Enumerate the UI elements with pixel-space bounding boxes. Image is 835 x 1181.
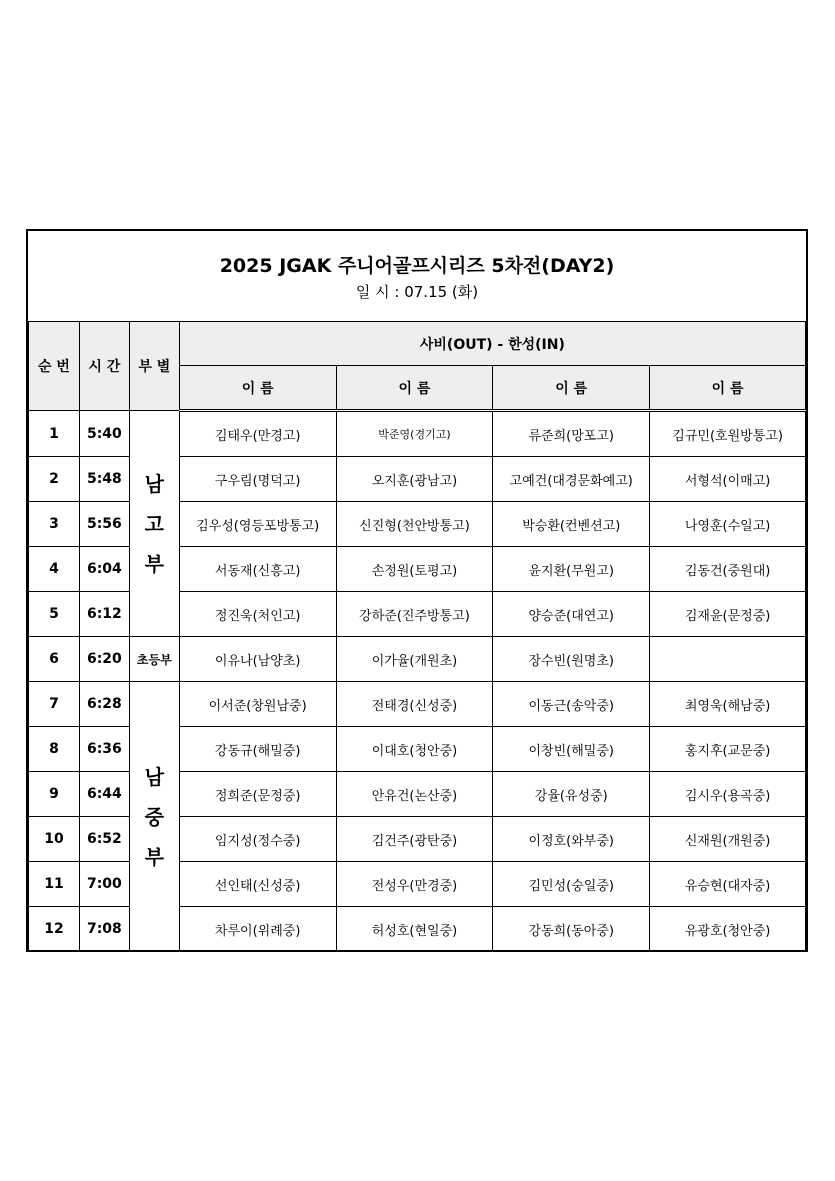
division-high-school-boys xyxy=(129,411,179,637)
row-number: 10 xyxy=(29,817,80,862)
name-header: 이 름 xyxy=(179,366,336,411)
player-name: 손정원(토평고) xyxy=(336,547,493,592)
player-name: 신진형(천안방통고) xyxy=(336,502,493,547)
division-middle-school-boys xyxy=(129,682,179,952)
row-number: 7 xyxy=(29,682,80,727)
player-name: 정진욱(처인고) xyxy=(179,592,336,637)
player-name: 차루이(위례중) xyxy=(179,907,336,952)
player-name: 서형석(이매고) xyxy=(650,457,806,502)
tee-time: 6:52 xyxy=(79,817,129,862)
player-name: 박승환(컨벤션고) xyxy=(493,502,650,547)
player-name: 이유나(남양초) xyxy=(179,637,336,682)
table-row xyxy=(29,682,806,727)
tee-time: 6:28 xyxy=(79,682,129,727)
player-name: 양승준(대연고) xyxy=(493,592,650,637)
player-name: 류준희(망포고) xyxy=(493,411,650,457)
player-name: 김재윤(문정중) xyxy=(650,592,806,637)
player-name: 김동건(중원대) xyxy=(650,547,806,592)
division-char: 부 xyxy=(144,844,164,869)
player-name: 김시우(용곡중) xyxy=(650,772,806,817)
player-name: 이대호(청안중) xyxy=(336,727,493,772)
player-name: 오지훈(광남고) xyxy=(336,457,493,502)
player-name: 강동희(동아중) xyxy=(493,907,650,952)
row-number: 2 xyxy=(29,457,80,502)
row-number: 3 xyxy=(29,502,80,547)
division-char: 부 xyxy=(144,551,164,576)
course-header: 사비(OUT) - 한성(IN) xyxy=(179,322,805,366)
player-name: 이동근(송악중) xyxy=(493,682,650,727)
player-name: 신재원(개원중) xyxy=(650,817,806,862)
name-header: 이 름 xyxy=(336,366,493,411)
player-name: 임지성(정수중) xyxy=(179,817,336,862)
order-header: 순 번 xyxy=(29,322,80,411)
tee-time: 5:56 xyxy=(79,502,129,547)
player-name: 최영욱(해남중) xyxy=(650,682,806,727)
player-name: 강하준(진주방통고) xyxy=(336,592,493,637)
player-name: 유승현(대자중) xyxy=(650,862,806,907)
player-name: 전성우(만경중) xyxy=(336,862,493,907)
player-name: 김건주(광탄중) xyxy=(336,817,493,862)
player-name: 홍지후(교문중) xyxy=(650,727,806,772)
tee-time-sheet xyxy=(26,229,808,952)
event-date: 일 시 : 07.15 (화) xyxy=(355,283,479,301)
title-block xyxy=(28,231,806,322)
player-name: 전태경(신성중) xyxy=(336,682,493,727)
row-number: 9 xyxy=(29,772,80,817)
player-name: 서동재(신흥고) xyxy=(179,547,336,592)
row-number: 12 xyxy=(29,907,80,952)
division-char: 남 xyxy=(144,471,164,496)
tee-time: 7:00 xyxy=(79,862,129,907)
name-header: 이 름 xyxy=(493,366,650,411)
player-name: 장수빈(원명초) xyxy=(493,637,650,682)
player-name: 이가율(개원초) xyxy=(336,637,493,682)
player-name: 안유건(논산중) xyxy=(336,772,493,817)
division-char: 고 xyxy=(144,511,164,536)
division-char: 남 xyxy=(144,764,164,789)
row-number: 1 xyxy=(29,411,80,457)
player-name: 이정호(와부중) xyxy=(493,817,650,862)
player-name: 이창빈(해밀중) xyxy=(493,727,650,772)
time-header: 시 간 xyxy=(79,322,129,411)
tee-time: 6:04 xyxy=(79,547,129,592)
player-name: 허성호(현일중) xyxy=(336,907,493,952)
division-elementary: 초등부 xyxy=(129,637,179,682)
row-number: 8 xyxy=(29,727,80,772)
name-header: 이 름 xyxy=(650,366,806,411)
player-name: 박준영(경기고) xyxy=(336,411,493,457)
player-name: 김민성(숭일중) xyxy=(493,862,650,907)
player-name: 이서준(창원남중) xyxy=(179,682,336,727)
player-name: 고예건(대경문화예고) xyxy=(493,457,650,502)
player-name: 선인태(신성중) xyxy=(179,862,336,907)
player-name: 나영훈(수일고) xyxy=(650,502,806,547)
division-header: 부 별 xyxy=(129,322,179,411)
division-char: 중 xyxy=(144,804,164,829)
tee-time: 5:48 xyxy=(79,457,129,502)
table-row xyxy=(29,637,806,682)
row-number: 6 xyxy=(29,637,80,682)
tee-time: 6:20 xyxy=(79,637,129,682)
page-title: 2025 JGAK 주니어골프시리즈 5차전(DAY2) xyxy=(219,255,615,277)
player-name: 유광호(청안중) xyxy=(650,907,806,952)
tee-time: 6:44 xyxy=(79,772,129,817)
row-number: 4 xyxy=(29,547,80,592)
table-row xyxy=(29,411,806,457)
tee-time: 6:12 xyxy=(79,592,129,637)
player-name: 강동규(해밀중) xyxy=(179,727,336,772)
tee-time: 5:40 xyxy=(79,411,129,457)
player-name: 김태우(만경고) xyxy=(179,411,336,457)
tee-time: 6:36 xyxy=(79,727,129,772)
player-name: 김우성(영등포방통고) xyxy=(179,502,336,547)
tee-time: 7:08 xyxy=(79,907,129,952)
player-name: 윤지환(무원고) xyxy=(493,547,650,592)
player-name: 정희준(문정중) xyxy=(179,772,336,817)
row-number: 11 xyxy=(29,862,80,907)
row-number: 5 xyxy=(29,592,80,637)
tee-time-table xyxy=(28,321,806,952)
player-name-empty xyxy=(650,637,806,682)
player-name: 강율(유성중) xyxy=(493,772,650,817)
player-name: 구우림(명덕고) xyxy=(179,457,336,502)
player-name: 김규민(호원방통고) xyxy=(650,411,806,457)
